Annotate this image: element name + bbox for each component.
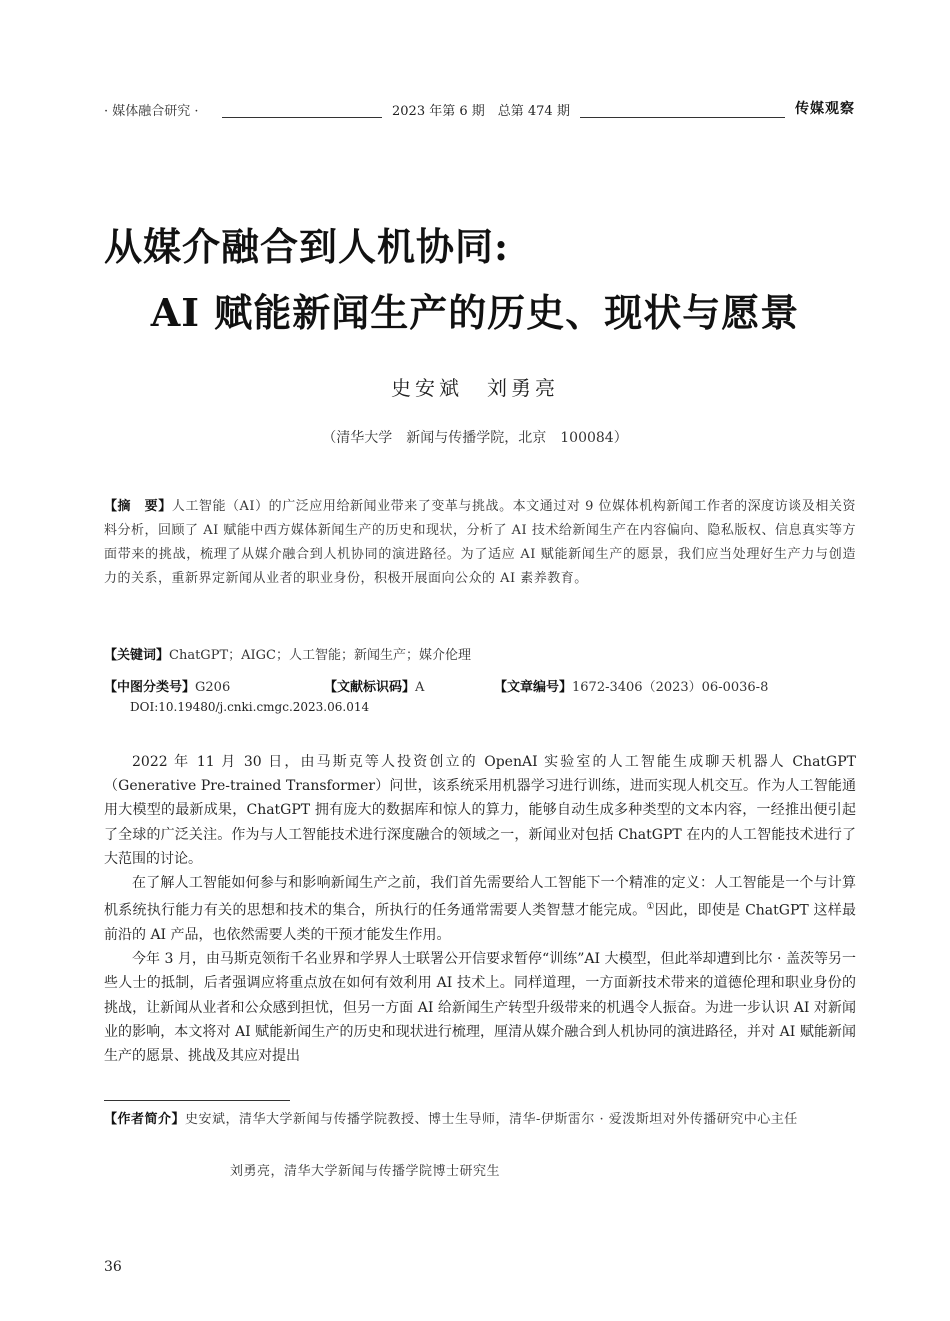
header-section: · 媒体融合研究 · — [104, 104, 199, 119]
abstract-text: 人工智能（AI）的广泛应用给新闻业带来了变革与挑战。本文通过对 9 位媒体机构新闻工作者的深度访谈及相关资料分析，回顾了 AI 赋能中西方媒体新闻生产的历史和现状，分析了 AI 技术给新闻生产在内容偏向、隐私版权、信息真实等方面带来的挑战，梳理了从媒介融合到人机协同的演进路径。为了适应 AI 赋能新闻生产的愿景，我们应当处理好生产力与创造力的关系，重新界定新闻从业者的职业身份，积极开展面向公众的 AI 素养教育。 — [104, 499, 856, 586]
page-number: 36 — [104, 1259, 122, 1275]
header-issue: 2023 年第 6 期 总第 474 期 — [392, 104, 570, 119]
body-paragraph-2-part-1: 在了解人工智能如何参与和影响新闻生产之前，我们首先需要给人工智能下一个精准的定义：人工智能是一个与计算机系统执行能力有关的思想和技术的集合，所执行的任务通常需要人类智慧才能完成。 — [104, 875, 856, 919]
author-note-label: 【作者简介】 — [104, 1112, 186, 1127]
title-line-1: 从媒介融合到人机协同: — [104, 224, 510, 269]
author-note-1-text: 史安斌，清华大学新闻与传播学院教授、博士生导师，清华-伊斯雷尔 · 爱泼斯坦对外传播研究中心主任 — [185, 1112, 798, 1127]
body-paragraph-2-part-2: 因此，即使是 ChatGPT 这样最前沿的 AI 产品，也依然需要人类的干预才能发生作用。 — [104, 902, 856, 944]
header-rule-right — [580, 117, 785, 118]
keywords — [104, 644, 471, 663]
authors: 史安斌 刘勇亮 — [391, 376, 559, 400]
footnote-ref: ① — [646, 902, 655, 913]
body-paragraph-3: 今年 3 月，由马斯克领衔千名业界和学界人士联署公开信要求暂停“训练”AI 大模型，但此举却遭到比尔 · 盖茨等另一些人士的抵制，后者强调应将重点放在如何有效利用 AI 技术上。同样道理，一方面新技术带来的道德伦理和职业身份的挑战，让新闻从业者和公众感到担忧，但另一方面 AI 给新闻生产转型升级带来的机遇令人振奋。为进一步认识 AI 对新闻业的影响，本文将对 AI 赋能新闻生产的历史和现状进行梳理，厘清从媒介融合到人机协同的演进路径，并对 AI 赋能新闻生产的愿景、挑战及其应对提出 — [104, 951, 856, 1065]
header-column: 传媒观察 — [795, 101, 855, 117]
title-line-2: AI 赋能新闻生产的历史、现状与愿景 — [150, 290, 800, 335]
doc-label: 【文献标识码】 — [324, 680, 416, 695]
author-note-2: 刘勇亮，清华大学新闻与传播学院博士研究生 — [230, 1164, 501, 1179]
footnote-rule — [104, 1100, 290, 1101]
body-paragraph-2 — [104, 871, 856, 947]
abstract — [104, 495, 856, 591]
article-label: 【文章编号】 — [494, 680, 573, 695]
running-header — [104, 96, 855, 122]
clc-label: 【中图分类号】 — [104, 680, 196, 695]
keywords-label: 【关键词】 — [104, 648, 170, 663]
article-value: 1672-3406（2023）06-0036-8 — [572, 680, 769, 695]
clc-code — [104, 676, 230, 695]
header-rule-left — [222, 117, 382, 118]
abstract-label: 【摘 要】 — [104, 499, 172, 514]
classification-line — [104, 676, 856, 698]
article-number — [494, 676, 768, 695]
doc-value: A — [415, 680, 425, 695]
doc-code — [324, 676, 424, 695]
affiliation: （清华大学 新闻与传播学院，北京 100084） — [322, 430, 628, 446]
keywords-text: ChatGPT；AIGC；人工智能；新闻生产；媒介伦理 — [169, 648, 471, 663]
clc-value: G206 — [195, 680, 231, 695]
doi: DOI:10.19480/j.cnki.cmgc.2023.06.014 — [130, 700, 370, 714]
body-text — [104, 750, 856, 1068]
author-note-1 — [104, 1108, 856, 1132]
body-paragraph-1: 2022 年 11 月 30 日，由马斯克等人投资创立的 OpenAI 实验室的人工智能生成聊天机器人 ChatGPT（Generative Pre-trained Transformer）问世，该系统采用机器学习进行训练，进而实现人机交互。作为人工智能通用大模型的最新成果，ChatGPT 拥有庞大的数据库和惊人的算力，能够自动生成多种类型的文本内容，一经推出便引起了全球的广泛关注。作为与人工智能技术进行深度融合的领域之一，新闻业对包括 ChatGPT 在内的人工智能技术进行了大范围的讨论。 — [104, 754, 856, 867]
